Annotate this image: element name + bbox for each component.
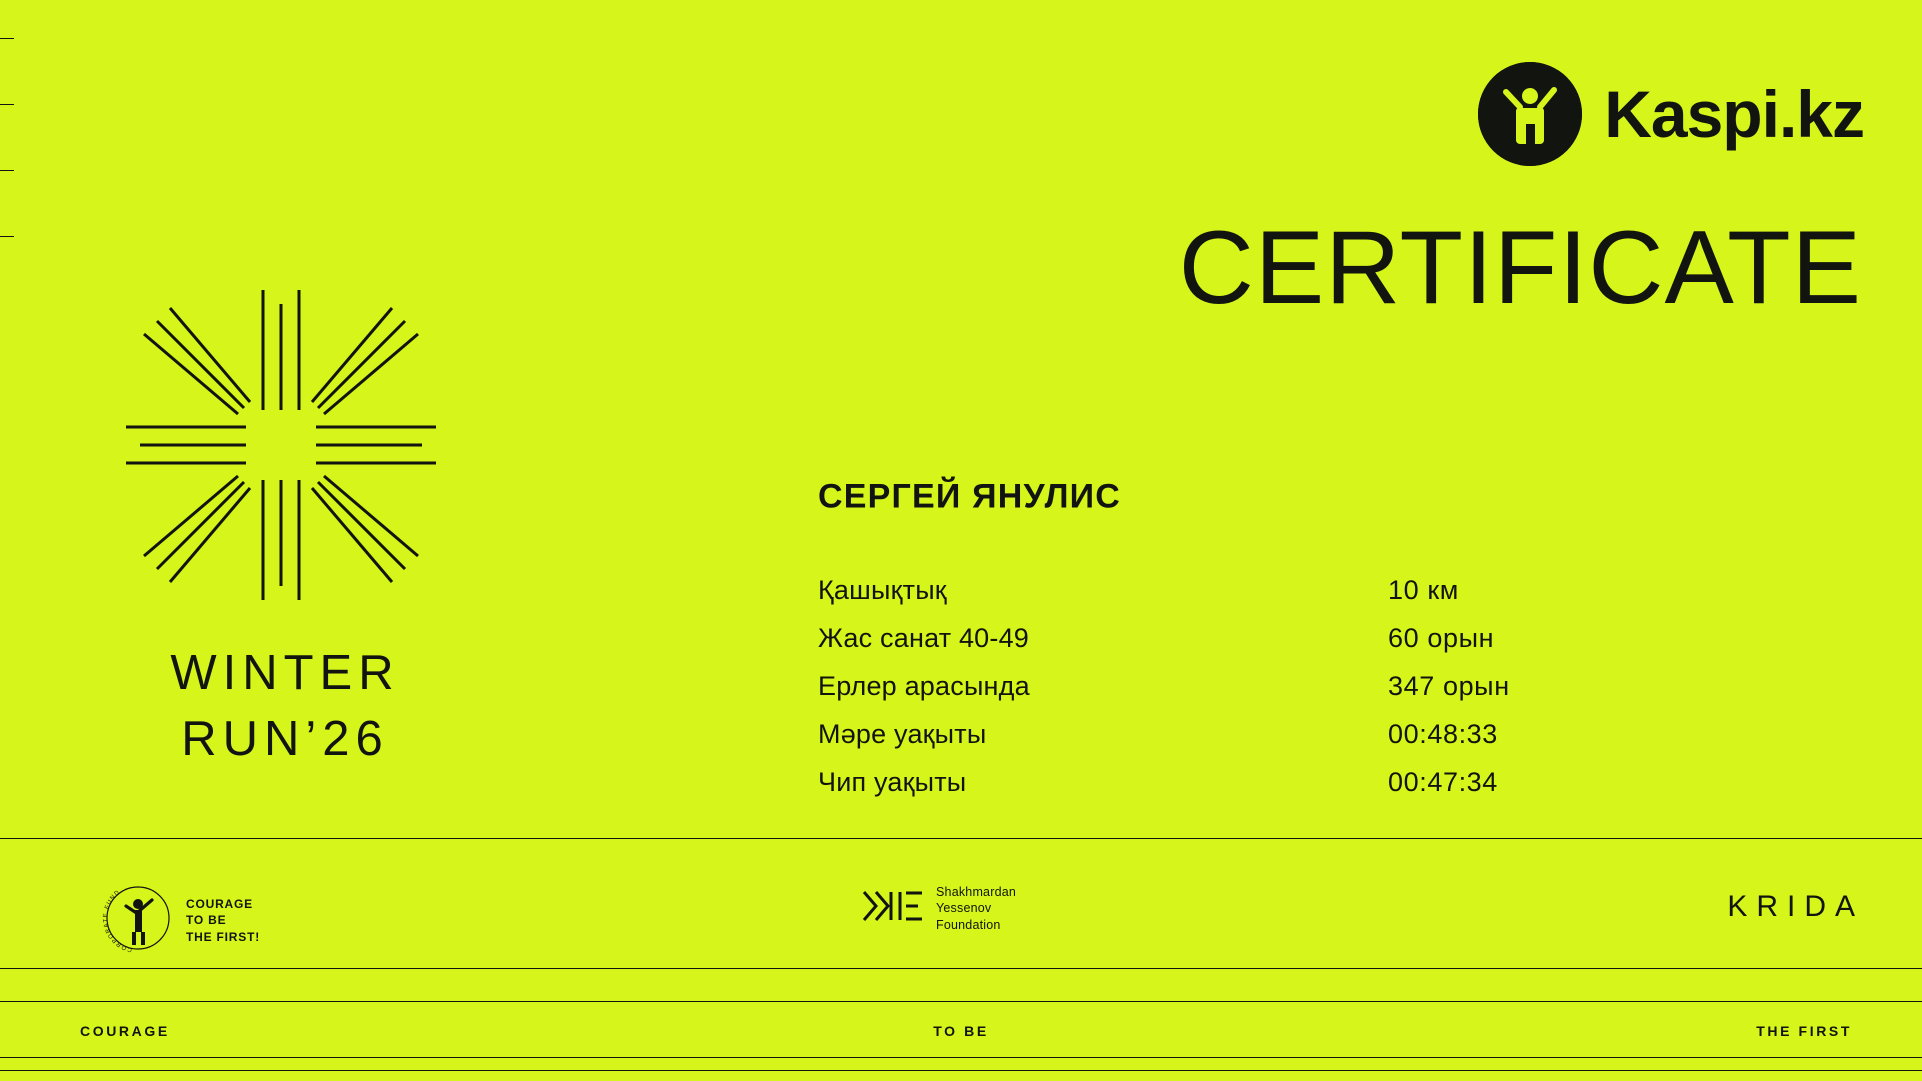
event-name-line2: RUN’26: [181, 712, 389, 767]
page-title: CERTIFICATE: [1178, 210, 1862, 326]
result-label: Ерлер арасында: [818, 671, 1030, 701]
kaspi-person-icon: [1478, 62, 1582, 166]
divider: [0, 968, 1922, 969]
divider: [0, 1001, 1922, 1002]
result-row: [818, 719, 1618, 750]
result-value: 00:48:33: [1388, 719, 1498, 749]
sponsor-line2: TO BE: [186, 913, 227, 928]
result-label: Мәре уақыты: [818, 719, 987, 749]
kaspi-logo: [1478, 62, 1864, 166]
starburst-snowflake-icon: [126, 290, 436, 600]
sponsor-yessenov-foundation: [860, 884, 1016, 933]
divider: [0, 1070, 1922, 1071]
result-value: 10 км: [1388, 575, 1459, 605]
sponsor-label: [936, 884, 1016, 933]
footer-middle: TO BE: [933, 1023, 989, 1039]
edge-rule: [0, 236, 14, 237]
courage-person-torch-icon: [100, 880, 176, 961]
kaspi-wordmark: Kaspi.kz: [1604, 77, 1864, 151]
sponsor-label: [186, 896, 260, 945]
footer-right: THE FIRST: [1756, 1023, 1852, 1039]
result-row: [818, 767, 1618, 798]
sponsor-krida: KRIDA: [1727, 890, 1864, 923]
yessenov-monogram-icon: [860, 884, 926, 933]
sponsor-line1: Shakhmardan: [936, 885, 1017, 900]
result-label: Чип уақыты: [818, 767, 967, 797]
footer-left: COURAGE: [80, 1023, 170, 1039]
results-table: [818, 575, 1618, 815]
result-value: 60 орын: [1388, 623, 1495, 653]
sponsor-corporate-fund-courage: [100, 880, 260, 961]
result-row: [818, 575, 1618, 606]
sponsor-line1: COURAGE: [186, 897, 253, 912]
result-value: 347 орын: [1388, 671, 1510, 701]
divider: [0, 1057, 1922, 1058]
sponsor-line2: Yessenov: [936, 901, 992, 916]
divider: [0, 838, 1922, 839]
edge-rule: [0, 38, 14, 39]
result-value: 00:47:34: [1388, 767, 1498, 797]
edge-rule: [0, 104, 14, 105]
sponsor-line3: Foundation: [936, 917, 1001, 932]
result-row: [818, 623, 1618, 654]
event-name-line1: WINTER: [170, 646, 400, 700]
sponsor-line3: THE FIRST!: [186, 929, 260, 944]
result-row: [818, 671, 1618, 702]
edge-rule: [0, 170, 14, 171]
result-label: Жас санат 40-49: [818, 623, 1030, 653]
svg-text:CORPORATE FUND: CORPORATE FUND: [102, 889, 133, 953]
sponsors-row: [0, 862, 1922, 962]
result-label: Қашықтық: [818, 575, 947, 605]
footer-strip: [0, 1014, 1922, 1048]
athlete-name: СЕРГЕЙ ЯНУЛИС: [818, 477, 1122, 516]
event-name: [130, 640, 440, 772]
